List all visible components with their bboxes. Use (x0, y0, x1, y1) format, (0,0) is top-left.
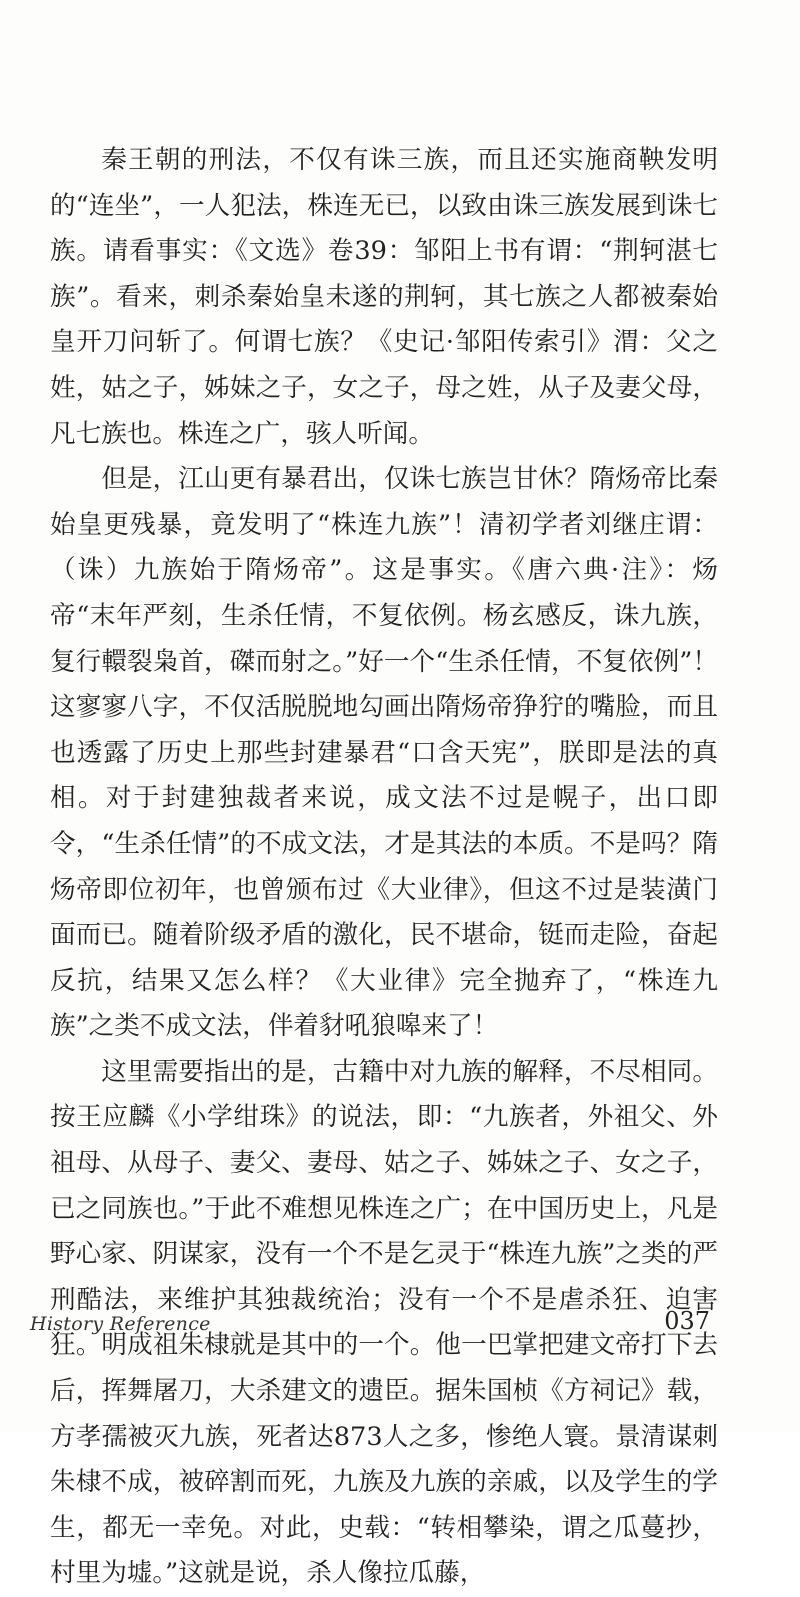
body-text (50, 138, 718, 1597)
running-title: History Reference (30, 1313, 211, 1335)
page-footer (30, 1303, 710, 1353)
paragraph-1: 秦王朝的刑法，不仅有诛三族，而且还实施商鞅发明的“连坐”，一人犯法，株连无已，以致由诛三族发展到诛七族。请看事实：《文选》卷39：邹阳上书有谓：“荆轲湛七族”。看来，刺杀秦始皇未遂的荆轲，其七族之人都被秦始皇开刀问斩了。何谓七族？《史记·邹阳传索引》渭：父之姓，姑之子，姊妹之子，女之子，母之姓，从子及妻父母，凡七族也。株连之广，骇人听闻。 (50, 145, 718, 449)
paragraph-3: 这里需要指出的是，古籍中对九族的解释，不尽相同。按王应麟《小学绀珠》的说法，即：“九族者，外祖父、外祖母、从母子、妻父、妻母、姑之子、姊妹之子、女之子，已之同族也。”于此不难想见株连之广；在中国历史上，凡是野心家、阴谋家，没有一个不是乞灵于“株连九族”之类的严刑酷法，来维护其独裁统治；没有一个不是虐杀狂、迫害狂。明成祖朱棣就是其中的一个。他一巴掌把建文帝打下去后，挥舞屠刀，大杀建文的遗臣。据朱国桢《方祠记》载，方孝孺被灭九族，死者达873人之多，惨绝人寰。景清谋刺朱棣不成，被碎割而死，九族及九族的亲戚，以及学生的学生，都无一幸免。对此，史载：“转相攀染，谓之瓜蔓抄，村里为墟。”这就是说，杀人像拉瓜藤， (50, 1056, 718, 1589)
page-number: 037 (664, 1307, 710, 1335)
paragraph-2: 但是，江山更有暴君出，仅诛七族岂甘休？隋炀帝比秦始皇更残暴，竟发明了“株连九族”！清初学者刘继庄谓：（诛）九族始于隋炀帝”。这是事实。《唐六典·注》：炀帝“末年严刻，生杀任情，不复依例。杨玄感反，诛九族，复行轘裂枭首，磔而射之。”好一个“生杀任情，不复依例”！这寥寥八字，不仅活脱脱地勾画出隋炀帝狰狞的嘴脸，而且也透露了历史上那些封建暴君“口含天宪”，朕即是法的真相。对于封建独裁者来说，成文法不过是幌子，出口即令，“生杀任情”的不成文法，才是其法的本质。不是吗？隋炀帝即位初年，也曾颁布过《大业律》，但这不过是装潢门面而已。随着阶级矛盾的激化，民不堪命，铤而走险，奋起反抗，结果又怎么样？《大业律》完全抛弃了，“株连九族”之类不成文法，伴着豺吼狼嗥来了！ (50, 464, 718, 1042)
